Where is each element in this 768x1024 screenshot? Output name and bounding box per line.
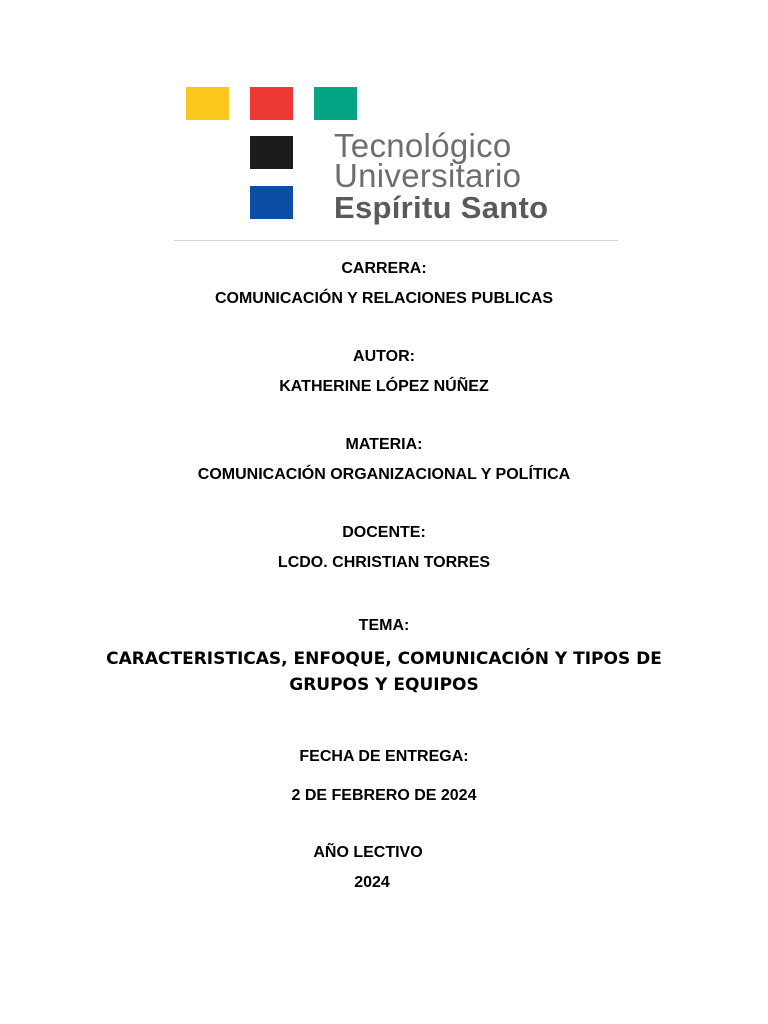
docente-label: DOCENTE: bbox=[342, 524, 426, 541]
tema-label: TEMA: bbox=[358, 617, 410, 634]
university-logo bbox=[0, 0, 768, 240]
carrera-label: CARRERA: bbox=[341, 260, 427, 277]
docente-value: LCDO. CHRISTIAN TORRES bbox=[277, 554, 491, 571]
anio-value: 2024 bbox=[354, 874, 390, 891]
fecha-label: FECHA DE ENTREGA: bbox=[299, 748, 469, 765]
materia-value: COMUNICACIÓN ORGANIZACIONAL Y POLÍTICA bbox=[197, 466, 571, 483]
tema-value: CARACTERISTICAS, ENFOQUE, COMUNICACIÓN Y TIPOS DE GRUPOS Y EQUIPOS bbox=[106, 649, 662, 695]
autor-label: AUTOR: bbox=[353, 348, 415, 365]
autor-value: KATHERINE LÓPEZ NÚÑEZ bbox=[279, 378, 489, 395]
header-divider bbox=[174, 240, 618, 241]
carrera-value: COMUNICACIÓN Y RELACIONES PUBLICAS bbox=[214, 290, 554, 307]
logo-green-square bbox=[314, 87, 357, 120]
logo-yellow-square bbox=[186, 87, 229, 120]
materia-label: MATERIA: bbox=[345, 436, 423, 453]
logo-line-3: Espíritu Santo bbox=[334, 190, 549, 225]
logo-black-square bbox=[250, 136, 293, 169]
logo-blue-square bbox=[250, 186, 293, 219]
fecha-value: 2 DE FEBRERO DE 2024 bbox=[291, 787, 477, 804]
logo-red-square bbox=[250, 87, 293, 120]
anio-label: AÑO LECTIVO bbox=[313, 844, 423, 861]
logo-line-2: Universitario bbox=[334, 157, 522, 194]
logo-line-1: Tecnológico bbox=[334, 127, 512, 164]
logo-wordmark bbox=[334, 127, 549, 225]
